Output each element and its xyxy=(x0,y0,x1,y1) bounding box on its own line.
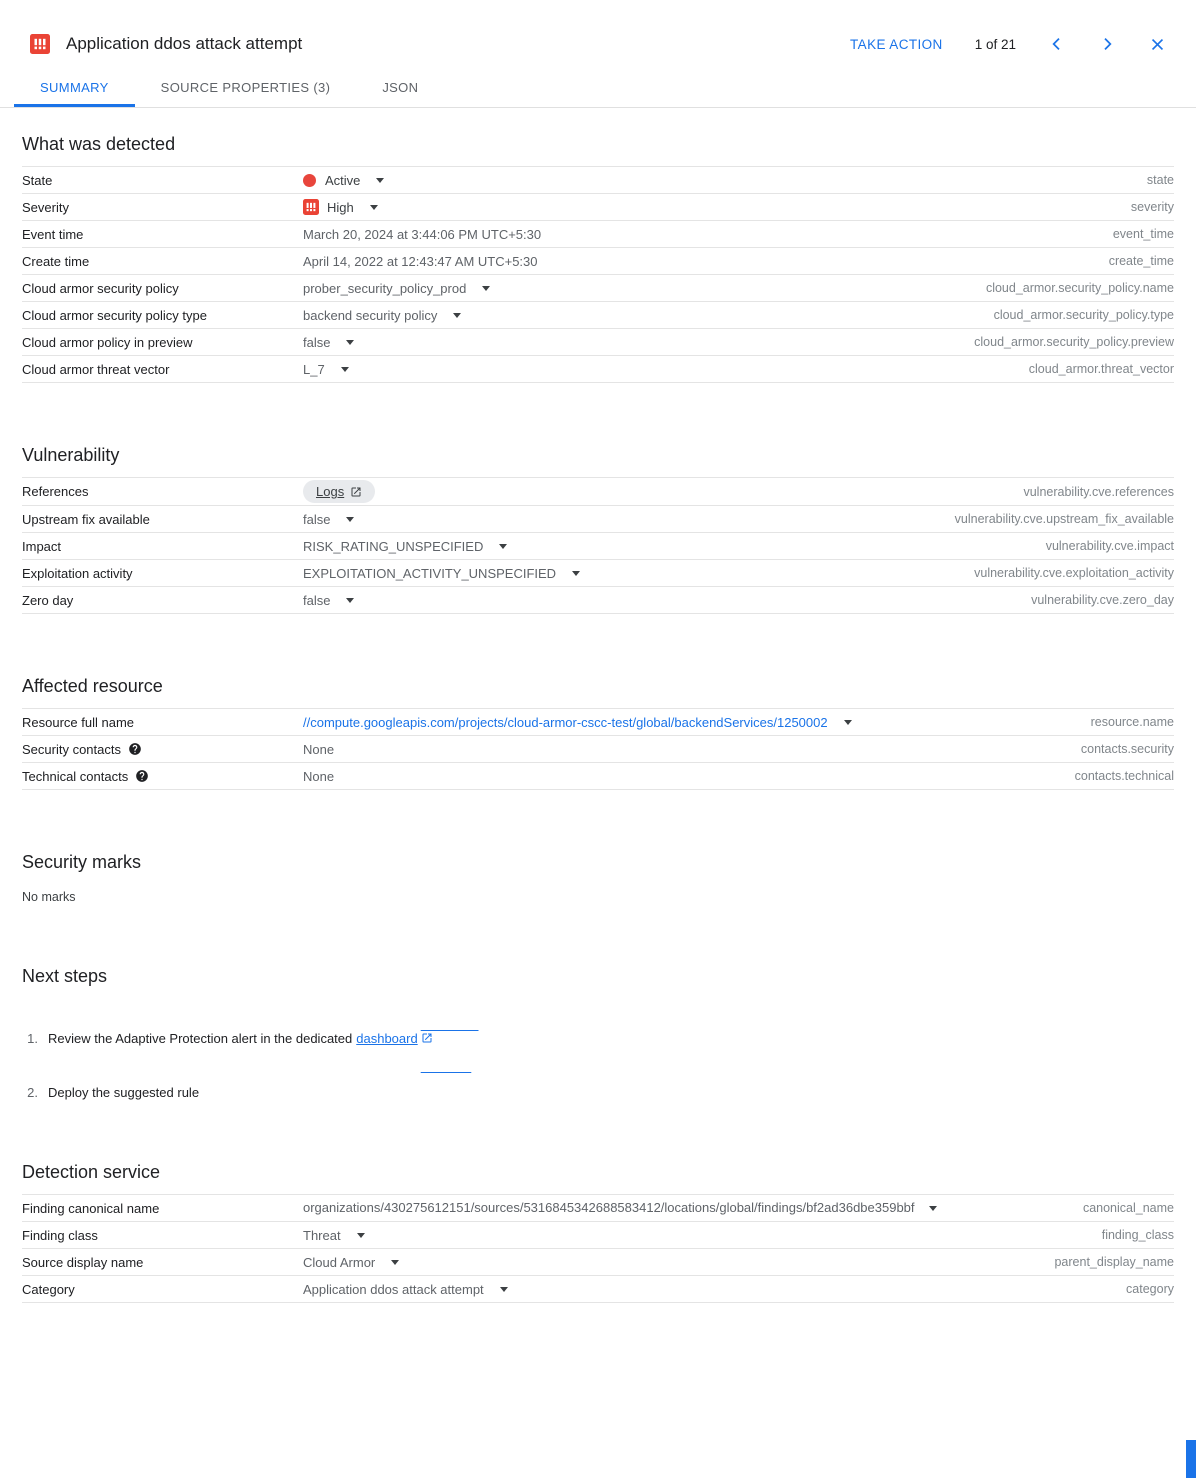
open-in-new-icon xyxy=(350,486,362,498)
section-title: What was detected xyxy=(22,134,176,154)
field-name: parent_display_name xyxy=(1054,1255,1174,1269)
tab-summary[interactable]: SUMMARY xyxy=(14,68,135,107)
high-severity-icon xyxy=(30,34,50,54)
field-name: contacts.security xyxy=(1080,742,1174,756)
tab-bar xyxy=(0,68,1196,108)
table-row-technical-contacts: Technical contacts None contacts.technical xyxy=(22,763,1174,790)
section-detection-service xyxy=(22,1162,1174,1303)
tab-source-properties[interactable]: SOURCE PROPERTIES (3) xyxy=(160,80,331,95)
zero-day-dropdown[interactable]: false xyxy=(303,593,354,608)
table-row-security-contacts: Security contacts None contacts.security xyxy=(22,736,1174,763)
table-row-canonical-name: Finding canonical name organizations/430275612151/sources/5316845342688583412/locations/global/findings/bf2ad36dbe359bbf canonical_name xyxy=(22,1195,1174,1222)
resource-name-dropdown[interactable] xyxy=(303,715,852,730)
next-finding-button[interactable] xyxy=(1098,35,1116,53)
table-row-create-time: Create time April 14, 2022 at 12:43:47 AM UTC+5:30 create_time xyxy=(22,248,1174,275)
chevron-down-icon xyxy=(370,205,378,210)
resource-full-name-link[interactable]: //compute.googleapis.com/projects/cloud-armor-cscc-test/global/backendServices/1250002 xyxy=(303,714,828,730)
table-row-severity: Severity High severity xyxy=(22,194,1174,221)
category-dropdown[interactable]: Application ddos attack attempt xyxy=(303,1282,508,1297)
field-name: vulnerability.cve.references xyxy=(1023,484,1174,499)
table-row-security-policy-type: Cloud armor security policy type backend security policy cloud_armor.security_policy.type xyxy=(22,302,1174,329)
field-name: severity xyxy=(1130,200,1174,214)
table-row-impact: Impact RISK_RATING_UNSPECIFIED vulnerability.cve.impact xyxy=(22,533,1174,560)
section-vulnerability xyxy=(22,445,1174,614)
chevron-down-icon xyxy=(499,544,507,549)
field-name: create_time xyxy=(1108,254,1174,268)
table-row-state: State Active state xyxy=(22,167,1174,194)
table-row-resource-full-name: Resource full name //compute.googleapis.com/projects/cloud-armor-cscc-test/global/backendServices/1250002 resource.name xyxy=(22,709,1174,736)
threat-vector-dropdown[interactable]: L_7 xyxy=(303,362,349,377)
field-name: vulnerability.cve.exploitation_activity xyxy=(974,566,1174,580)
policy-preview-dropdown[interactable]: false xyxy=(303,335,354,350)
open-in-new-icon xyxy=(421,1002,479,1074)
table-row-finding-class: Finding class Threat finding_class xyxy=(22,1222,1174,1249)
section-affected-resource xyxy=(22,676,1174,790)
summary-content xyxy=(0,134,1196,1303)
dashboard-link[interactable]: dashboard xyxy=(356,1002,478,1074)
tab-json[interactable]: JSON xyxy=(382,80,419,95)
header-actions xyxy=(850,35,1166,53)
close-icon[interactable] xyxy=(1148,35,1166,53)
create-time-value: April 14, 2022 at 12:43:47 AM UTC+5:30 xyxy=(303,253,538,269)
chevron-down-icon xyxy=(844,720,852,725)
take-action-button[interactable]: TAKE ACTION xyxy=(850,36,943,52)
chevron-down-icon xyxy=(341,367,349,372)
canonical-name-dropdown[interactable]: organizations/430275612151/sources/5316845342688583412/locations/global/findings/bf2ad36dbe359bbf xyxy=(303,1197,937,1219)
field-name: vulnerability.cve.upstream_fix_available xyxy=(954,512,1174,526)
table-row-category: Category Application ddos attack attempt category xyxy=(22,1276,1174,1303)
help-icon[interactable] xyxy=(128,742,142,756)
logs-chip-button[interactable]: Logs xyxy=(303,480,375,503)
panel-header xyxy=(0,0,1196,54)
field-name: contacts.technical xyxy=(1074,769,1174,783)
pagination-counter: 1 of 21 xyxy=(974,36,1016,52)
chevron-down-icon xyxy=(346,517,354,522)
field-name: cloud_armor.security_policy.preview xyxy=(974,335,1174,349)
field-name: cloud_armor.security_policy.type xyxy=(993,308,1174,322)
section-title: Next steps xyxy=(22,966,108,986)
previous-finding-button[interactable] xyxy=(1048,35,1066,53)
upstream-fix-dropdown[interactable]: false xyxy=(303,512,354,527)
help-icon[interactable] xyxy=(135,769,149,783)
scrollbar-thumb[interactable] xyxy=(1186,1440,1196,1478)
field-name: category xyxy=(1126,1282,1174,1296)
field-name: event_time xyxy=(1112,227,1174,241)
high-severity-icon xyxy=(303,199,319,215)
chevron-down-icon xyxy=(453,313,461,318)
section-next-steps xyxy=(22,966,1174,1100)
chevron-down-icon xyxy=(376,178,384,183)
source-display-name-dropdown[interactable]: Cloud Armor xyxy=(303,1255,399,1270)
impact-dropdown[interactable]: RISK_RATING_UNSPECIFIED xyxy=(303,539,507,554)
table-row-policy-preview: Cloud armor policy in preview false cloud_armor.security_policy.preview xyxy=(22,329,1174,356)
section-security-marks xyxy=(22,852,1174,904)
page-title: Application ddos attack attempt xyxy=(66,34,303,53)
security-policy-dropdown[interactable]: prober_security_policy_prod xyxy=(303,281,490,296)
field-name: canonical_name xyxy=(1082,1201,1174,1215)
severity-dropdown[interactable]: High xyxy=(303,199,378,215)
state-dropdown[interactable]: Active xyxy=(303,173,384,188)
section-title: Affected resource xyxy=(22,676,163,696)
chevron-down-icon xyxy=(346,598,354,603)
list-item: 2. Deploy the suggested rule xyxy=(27,1085,200,1100)
section-title: Security marks xyxy=(22,852,142,872)
chevron-down-icon xyxy=(482,286,490,291)
chevron-down-icon xyxy=(346,340,354,345)
event-time-value: March 20, 2024 at 3:44:06 PM UTC+5:30 xyxy=(303,226,542,242)
security-policy-type-dropdown[interactable]: backend security policy xyxy=(303,308,461,323)
field-name: cloud_armor.security_policy.name xyxy=(985,281,1174,295)
field-name: resource.name xyxy=(1090,715,1174,729)
section-what-was-detected xyxy=(22,134,1174,383)
chevron-down-icon xyxy=(357,1233,365,1238)
technical-contacts-value: None xyxy=(303,768,335,784)
table-row-references: References Logs vulnerability.cve.references xyxy=(22,478,1174,506)
no-marks-text: No marks xyxy=(22,890,76,904)
field-name: finding_class xyxy=(1101,1228,1174,1242)
exploitation-activity-dropdown[interactable]: EXPLOITATION_ACTIVITY_UNSPECIFIED xyxy=(303,566,580,581)
table-row-zero-day: Zero day false vulnerability.cve.zero_day xyxy=(22,587,1174,614)
field-name: state xyxy=(1146,173,1174,187)
table-row-security-policy: Cloud armor security policy prober_security_policy_prod cloud_armor.security_policy.name xyxy=(22,275,1174,302)
table-row-exploitation-activity: Exploitation activity EXPLOITATION_ACTIVITY_UNSPECIFIED vulnerability.cve.exploitation_activity xyxy=(22,560,1174,587)
section-title: Detection service xyxy=(22,1162,161,1182)
chevron-down-icon xyxy=(929,1206,937,1211)
table-row-source-display-name: Source display name Cloud Armor parent_display_name xyxy=(22,1249,1174,1276)
chevron-down-icon xyxy=(572,571,580,576)
table-row-threat-vector: Cloud armor threat vector L_7 cloud_armor.threat_vector xyxy=(22,356,1174,383)
security-contacts-value: None xyxy=(303,741,335,757)
section-title: Vulnerability xyxy=(22,445,120,465)
table-row-event-time: Event time March 20, 2024 at 3:44:06 PM UTC+5:30 event_time xyxy=(22,221,1174,248)
field-name: cloud_armor.threat_vector xyxy=(1028,362,1174,376)
chevron-down-icon xyxy=(500,1287,508,1292)
finding-class-dropdown[interactable]: Threat xyxy=(303,1228,365,1243)
chevron-down-icon xyxy=(391,1260,399,1265)
field-name: vulnerability.cve.zero_day xyxy=(1031,593,1174,607)
table-row-upstream-fix: Upstream fix available false vulnerability.cve.upstream_fix_available xyxy=(22,506,1174,533)
field-name: vulnerability.cve.impact xyxy=(1045,539,1174,553)
active-state-icon xyxy=(303,174,316,187)
list-item: 1. Review the Adaptive Protection alert in the dedicated dashboard xyxy=(22,1002,1174,1074)
